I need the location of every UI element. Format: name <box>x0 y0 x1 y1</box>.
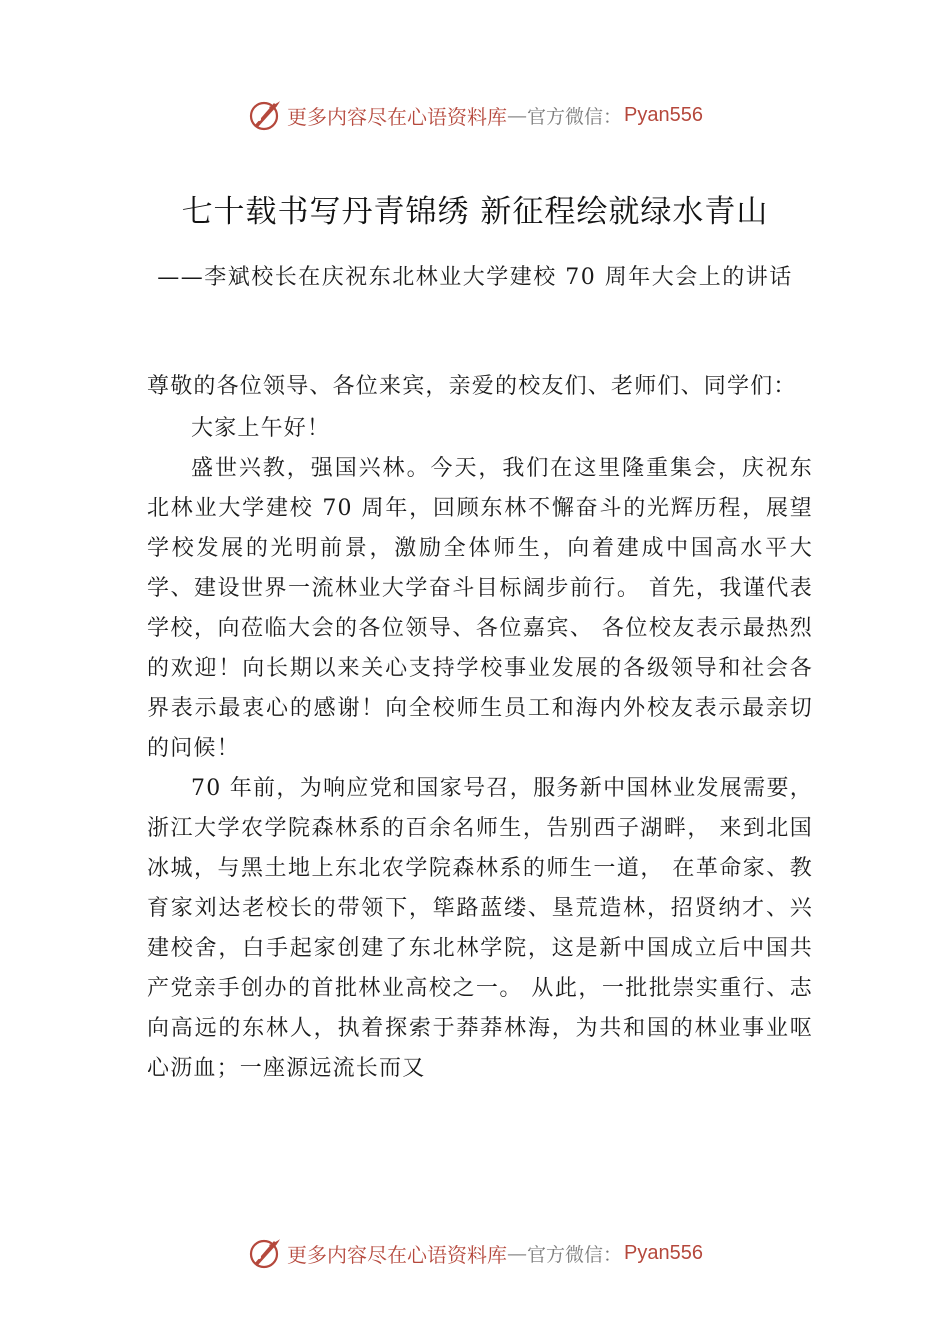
footer-wechat-label: 官方微信： <box>527 1243 623 1266</box>
body-paragraph-1: 盛世兴教，强国兴林。今天，我们在这里隆重集会，庆祝东北林业大学建校 70 周年，回顾东林不懈奋斗的光辉历程，展望学校发展的光明前景，激励全体师生，向着建成中国高水平大学、建设世界一流林业大学奋斗目标阔步前行。 首先，我谨代表学校，向莅临大会的各位领导、各位嘉宾、 各位校友表示最热烈的欢迎！向长期以来关心支持学校事业发展的各级领导和社会各界表示最衷心的感谢！向全校师生员工和海内外校友表示最亲切的问候！ <box>147 456 813 761</box>
banner-wechat-label: 官方微信： <box>527 105 623 128</box>
greeting-paragraph: 大家上午好！ <box>191 416 331 441</box>
salutation-paragraph: 尊敬的各位领导、各位来宾，亲爱的校友们、老师们、同学们： <box>147 374 797 399</box>
banner-brand-text: 更多内容尽在心语资料库 <box>287 104 507 129</box>
body-paragraph-2: 70 年前，为响应党和国家号召，服务新中国林业发展需要，浙江大学农学院森林系的百余名师生，告别西子湖畔， 来到北国冰城，与黑土地上东北农学院森林系的师生一道， 在革命家、教育家刘达老校长的带领下，筚路蓝缕、垦荒造林，招贤纳才、兴建校舍，白手起家创建了东北林学院，这是新中国成立后中国共产党亲手创办的首批林业高校之一。 从此，一批批崇实重行、志向高远的东林人，执着探索于莽莽林海，为共和国的林业事业呕心沥血；一座源远流长而又 <box>147 776 813 1081</box>
footer-wechat-id: Pyan556 <box>624 1241 703 1264</box>
header-banner <box>0 95 950 135</box>
footer-banner <box>0 1233 950 1273</box>
document-body <box>147 367 813 1089</box>
quill-pen-logo-icon <box>247 1235 283 1271</box>
quill-pen-logo-icon <box>247 97 283 133</box>
document-subtitle: ——李斌校长在庆祝东北林业大学建校 70 周年大会上的讲话 <box>157 265 793 290</box>
footer-separator: — <box>507 1241 527 1265</box>
banner-separator: — <box>507 103 527 127</box>
footer-brand-text: 更多内容尽在心语资料库 <box>287 1242 507 1267</box>
document-title: 七十载书写丹青锦绣 新征程绘就绿水青山 <box>181 194 769 230</box>
banner-wechat-id: Pyan556 <box>624 103 703 126</box>
